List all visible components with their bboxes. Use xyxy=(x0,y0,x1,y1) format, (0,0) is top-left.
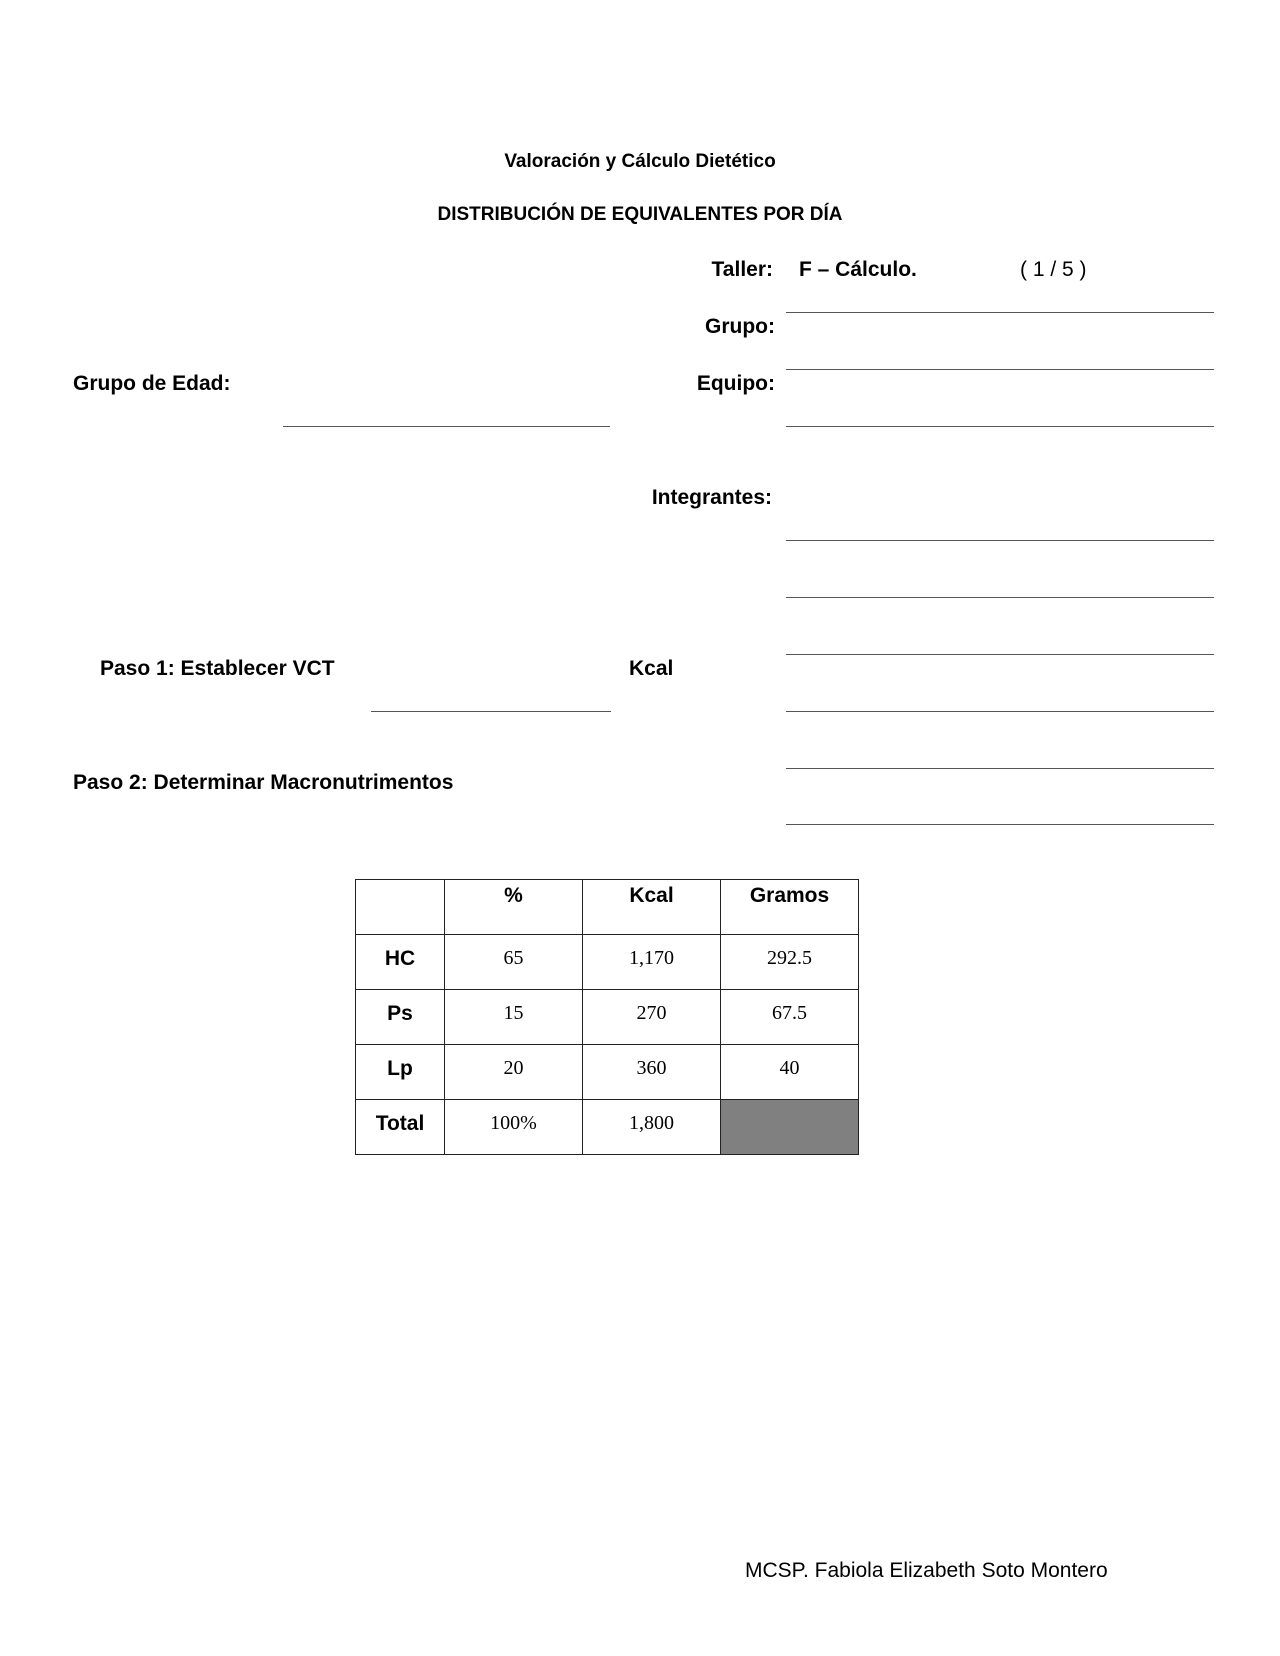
integrantes-line-5[interactable] xyxy=(786,768,1214,769)
grupo-edad-field-line[interactable] xyxy=(283,426,610,427)
header-cell-empty xyxy=(356,880,445,935)
header-cell-gramos: Gramos xyxy=(721,880,859,935)
grupo-label: Grupo: xyxy=(705,315,775,338)
table-row xyxy=(356,935,859,990)
cell-kcal: 1,170 xyxy=(583,935,721,990)
integrantes-line-3[interactable] xyxy=(786,654,1214,655)
integrantes-label: Integrantes: xyxy=(651,486,772,509)
taller-underline xyxy=(786,312,1214,313)
cell-percent: 100% xyxy=(445,1100,583,1155)
table-header-row xyxy=(356,880,859,935)
header-cell-percent: % xyxy=(445,880,583,935)
row-label-lp: Lp xyxy=(356,1045,445,1100)
cell-percent: 65 xyxy=(445,935,583,990)
vct-field-line[interactable] xyxy=(371,711,611,712)
cell-grams: 292.5 xyxy=(721,935,859,990)
page-indicator: ( 1 / 5 ) xyxy=(1020,258,1087,281)
cell-grams: 40 xyxy=(721,1045,859,1100)
taller-value: F – Cálculo. xyxy=(799,258,917,281)
macronutrient-table xyxy=(355,879,859,1155)
paso2-label: Paso 2: Determinar Macronutrimentos xyxy=(73,771,454,794)
document-title: Valoración y Cálculo Dietético xyxy=(504,151,776,172)
table-row-total xyxy=(356,1100,859,1155)
cell-grams: 67.5 xyxy=(721,990,859,1045)
author-signature: MCSP. Fabiola Elizabeth Soto Montero xyxy=(745,1559,1108,1582)
row-label-ps: Ps xyxy=(356,990,445,1045)
cell-kcal: 270 xyxy=(583,990,721,1045)
table-row xyxy=(356,1045,859,1100)
header-cell-kcal: Kcal xyxy=(583,880,721,935)
taller-label: Taller: xyxy=(711,258,773,281)
row-label-total: Total xyxy=(356,1100,445,1155)
equipo-label: Equipo: xyxy=(696,372,775,395)
integrantes-line-1[interactable] xyxy=(786,540,1214,541)
integrantes-line-4[interactable] xyxy=(786,711,1214,712)
paso1-unit: Kcal xyxy=(629,657,674,680)
cell-kcal: 360 xyxy=(583,1045,721,1100)
cell-percent: 20 xyxy=(445,1045,583,1100)
equipo-field-line[interactable] xyxy=(786,426,1214,427)
table-row xyxy=(356,990,859,1045)
integrantes-line-6[interactable] xyxy=(786,824,1214,825)
grupo-field-line[interactable] xyxy=(786,369,1214,370)
grupo-edad-label: Grupo de Edad: xyxy=(73,372,231,395)
row-label-hc: HC xyxy=(356,935,445,990)
paso1-label: Paso 1: Establecer VCT xyxy=(100,657,335,680)
cell-percent: 15 xyxy=(445,990,583,1045)
cell-kcal: 1,800 xyxy=(583,1100,721,1155)
cell-grams-shaded xyxy=(721,1100,859,1155)
document-subtitle: DISTRIBUCIÓN DE EQUIVALENTES POR DÍA xyxy=(437,204,843,225)
integrantes-line-2[interactable] xyxy=(786,597,1214,598)
